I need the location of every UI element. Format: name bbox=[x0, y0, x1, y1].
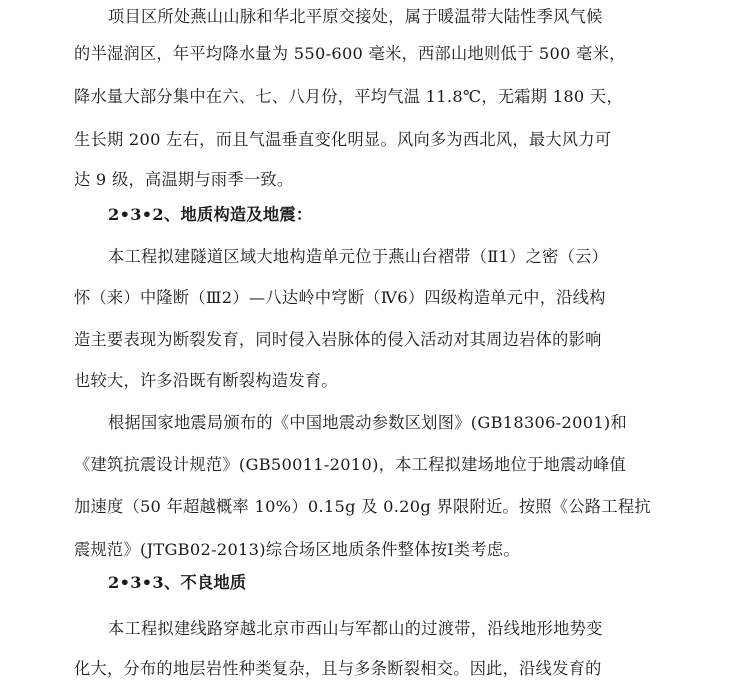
text-line: 生长期 200 左右，而且气温垂直变化明显。风向多为西北风，最大风力可 bbox=[74, 130, 612, 149]
text-line: 降水量大部分集中在六、七、八月份，平均气温 11.8℃，无霜期 180 天， bbox=[74, 87, 623, 106]
text-line: 《建筑抗震设计规范》(GB50011-2010)，本工程拟建场地位于地震动峰值 bbox=[74, 455, 627, 474]
text-line: 也较大，许多沿既有断裂构造发育。 bbox=[74, 371, 338, 390]
text-line: 项目区所处燕山山脉和华北平原交接处，属于暖温带大陆性季风气候 bbox=[108, 7, 603, 26]
text-line: 化大，分布的地层岩性种类复杂，且与多条断裂相交。因此，沿线发育的 bbox=[74, 659, 602, 678]
text-line: 本工程拟建线路穿越北京市西山与军都山的过渡带，沿线地形地势变 bbox=[108, 619, 603, 638]
section-heading-geology: 2•3•2、地质构造及地震： bbox=[108, 205, 313, 224]
text-line: 的半湿润区，年平均降水量为 550-600 毫米，西部山地则低于 500 毫米， bbox=[74, 44, 626, 63]
text-line: 达 9 级，高温期与雨季一致。 bbox=[74, 170, 294, 189]
section-heading-adverse-geology: 2•3•3、不良地质 bbox=[108, 573, 247, 592]
text-line: 造主要表现为断裂发育，同时侵入岩脉体的侵入活动对其周边岩体的影响 bbox=[74, 330, 602, 349]
text-line: 加速度（50 年超越概率 10%）0.15g 及 0.20g 界限附近。按照《公路工程抗 bbox=[74, 497, 651, 516]
text-line: 本工程拟建隧道区域大地构造单元位于燕山台褶带（Ⅱ1）之密（云） bbox=[108, 247, 609, 266]
text-line: 震规范》(JTGB02-2013)综合场区地质条件整体按Ⅰ类考虑。 bbox=[74, 540, 520, 559]
text-line: 怀（来）中隆断（Ⅲ2）—八达岭中穹断（Ⅳ6）四级构造单元中，沿线构 bbox=[74, 288, 606, 307]
text-line: 根据国家地震局颁布的《中国地震动参数区划图》(GB18306-2001)和 bbox=[108, 413, 628, 432]
